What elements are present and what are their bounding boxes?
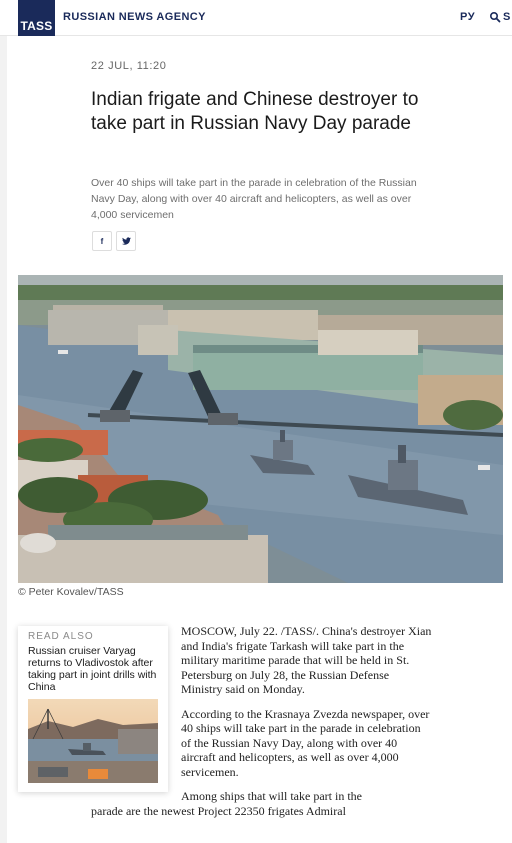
article-headline: Indian frigate and Chinese destroyer to take part in Russian Navy Day parade [91,89,419,134]
facebook-share-button[interactable] [92,231,112,251]
article-paragraph: parade are the newest Project 22350 frigates Admiral [91,803,346,818]
article-photo [18,275,503,583]
twitter-share-button[interactable] [116,231,136,251]
tass-logo[interactable]: TASS [18,0,55,36]
article-paragraph: According to the Krasnaya Zvezda newspaper, over 40 ships will take part in the parade in celebration of the Russian Navy Day, along with over 40 aircraft and helicopters, as well as over 4,000 servicemen. [181,706,430,779]
read-also-title[interactable]: Russian cruiser Varyag returns to Vladivostok after taking part in joint drills with China [28,645,157,693]
read-also-image[interactable] [28,699,158,783]
article-paragraph: Among ships that will take part in the [181,789,362,803]
article-dateline: 22 JUL, 11:20 [91,60,167,72]
facebook-icon: f [100,236,104,246]
read-also-card[interactable] [18,626,168,792]
search-icon[interactable] [489,11,501,23]
article-paragraph: MOSCOW, July 22. /TASS/. China's destroyer Xian and India's frigate Tarkash will take part in the military maritime parade that will be held in St. Petersburg on July 28, the Russian Defense Ministry said on Monday. [181,624,432,696]
photo-vladivostok-harbor [28,699,158,783]
top-bar [0,0,512,36]
article-lead: Over 40 ships will take part in the parade in celebration of the Russian Navy Day, along with over 40 aircraft and helicopters, as well as over 4,000 servicemen [91,177,417,221]
search-label[interactable]: S [503,11,511,23]
photo-st-petersburg-navy [18,275,503,583]
read-also-label: READ ALSO [28,631,94,642]
agency-name[interactable]: RUSSIAN NEWS AGENCY [63,11,206,23]
photo-caption: © Peter Kovalev/TASS [18,586,124,598]
twitter-icon [122,237,131,245]
language-switch[interactable]: РУ [460,11,476,23]
